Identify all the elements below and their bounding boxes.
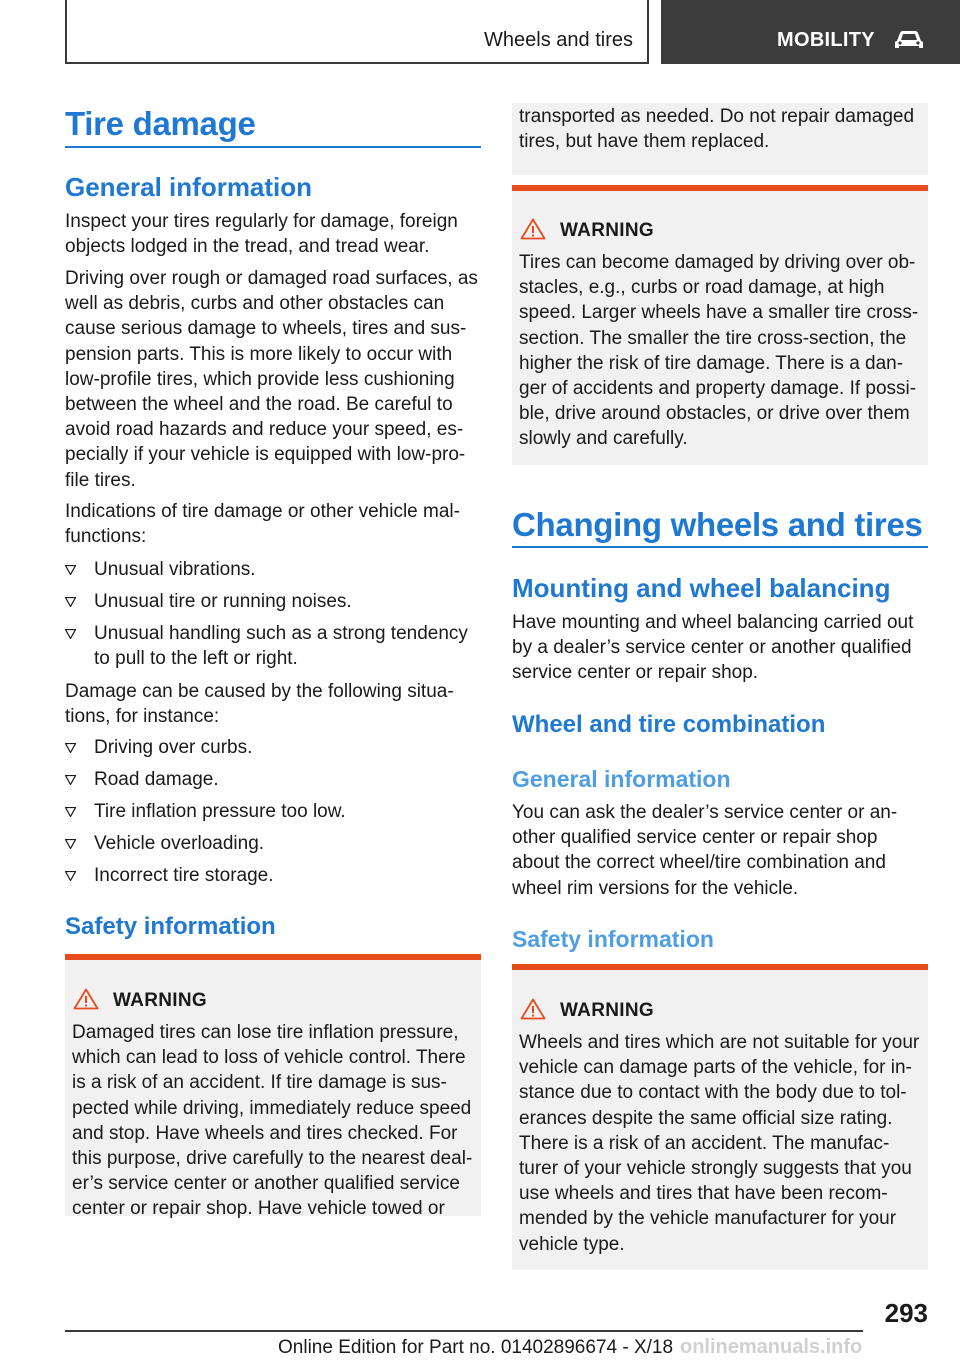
warning-text: Wheels and tires which are not suitable for your vehicle can damage parts of the vehicle, for in- stance due to contact with the body due to tol- erances despite the same official size rating. There is a risk of an accident. The manufac- turer of your vehicle strongly suggests that you use wheels and tires that have been recom- mended by the vehicle manufacturer for your vehicle type. bbox=[519, 1032, 920, 1255]
triangle-bullet-icon bbox=[65, 871, 76, 881]
watermark: onlinemanuals.info bbox=[680, 1336, 863, 1358]
section-title-tire-damage: Tire damage bbox=[65, 105, 256, 142]
warning-box bbox=[512, 185, 928, 465]
warning-box-continued bbox=[512, 103, 928, 175]
warning-text: Tires can become damaged by driving over ob- stacles, e.g., curbs or road damage, at high speed. Larger wheels have a smaller tire cross- section. The smaller the tire cross-section, the higher the risk of tire damage. There is a dan- ger of accidents and property damage. If possi- ble, drive around obstacles, or drive over them slowly and carefully. bbox=[519, 252, 919, 450]
heading-general-information: General information bbox=[65, 172, 313, 202]
heading-wheel-tire-combination: Wheel and tire combination bbox=[512, 711, 826, 738]
section-title-changing-wheels: Changing wheels and tires bbox=[512, 506, 923, 543]
warning-label: WARNING bbox=[113, 990, 207, 1011]
heading-safety-information: Safety information bbox=[65, 913, 276, 940]
footer-rule bbox=[65, 1330, 863, 1332]
triangle-bullet-icon bbox=[65, 629, 76, 639]
heading-safety-information: Safety information bbox=[512, 926, 714, 952]
running-header-section bbox=[65, 0, 649, 64]
paragraph-combination: You can ask the dealer’s service center or an- other qualified service center or repair shop about the correct wheel/tire combination and wheel rim versions for the vehicle. bbox=[512, 802, 898, 899]
header-chapter-title: MOBILITY bbox=[777, 29, 875, 51]
triangle-bullet-icon bbox=[65, 807, 76, 817]
heading-mounting-balancing: Mounting and wheel balancing bbox=[512, 573, 891, 603]
paragraph-driving: Driving over rough or damaged road surfaces, as well as debris, curbs and other obstacles can cause serious damage to wheels, tires and sus- pension parts. This is more likely to occur with low-profile tires, which provide less cushioning between the wheel and the road. Be careful to avoid road hazards and reduce your speed, es- pecially if your vehicle is equipped with low-pro- file tires. bbox=[65, 268, 478, 491]
warning-continued-text: transported as needed. Do not repair damaged tires, but have them replaced. bbox=[519, 106, 915, 153]
triangle-bullet-icon bbox=[65, 775, 76, 785]
warning-triangle-icon bbox=[73, 988, 99, 1010]
paragraph-damage-causes: Damage can be caused by the following situa- tions, for instance: bbox=[65, 681, 454, 728]
running-header-chapter bbox=[661, 0, 960, 64]
paragraph-inspect: Inspect your tires regularly for damage, foreign objects lodged in the tread, and tread wear. bbox=[65, 211, 458, 258]
heading-general-information: General information bbox=[512, 766, 731, 792]
page-number: 293 bbox=[884, 1298, 928, 1328]
paragraph-indications: Indications of tire damage or other vehicle mal- functions: bbox=[65, 501, 460, 548]
warning-text: Damaged tires can lose tire inflation pressure, which can lead to loss of vehicle control. There is a risk of an accident. If tire damage is sus- pected while driving, immediately reduce speed and stop. Have wheels and tires checked. For this purpose, drive carefully to the nearest deal- er’s service center or another qualified service center or repair shop. Have vehicle towed or bbox=[72, 1022, 473, 1220]
edition-note: Online Edition for Part no. 01402896674 - X/18 bbox=[278, 1337, 674, 1358]
triangle-bullet-icon bbox=[65, 597, 76, 607]
warning-triangle-icon bbox=[520, 218, 546, 240]
triangle-bullet-icon bbox=[65, 839, 76, 849]
warning-box bbox=[512, 964, 928, 1270]
warning-triangle-icon bbox=[520, 998, 546, 1020]
title-rule bbox=[65, 146, 481, 148]
warning-label: WARNING bbox=[560, 1000, 654, 1021]
header-section-title: Wheels and tires bbox=[484, 29, 633, 51]
triangle-bullet-icon bbox=[65, 743, 76, 753]
warning-box bbox=[65, 954, 481, 1220]
title-rule bbox=[512, 546, 928, 548]
triangle-bullet-icon bbox=[65, 565, 76, 575]
paragraph-mounting: Have mounting and wheel balancing carried out by a dealer’s service center or another qualified service center or repair shop. bbox=[512, 612, 914, 684]
car-icon bbox=[893, 28, 925, 52]
warning-label: WARNING bbox=[560, 220, 654, 241]
